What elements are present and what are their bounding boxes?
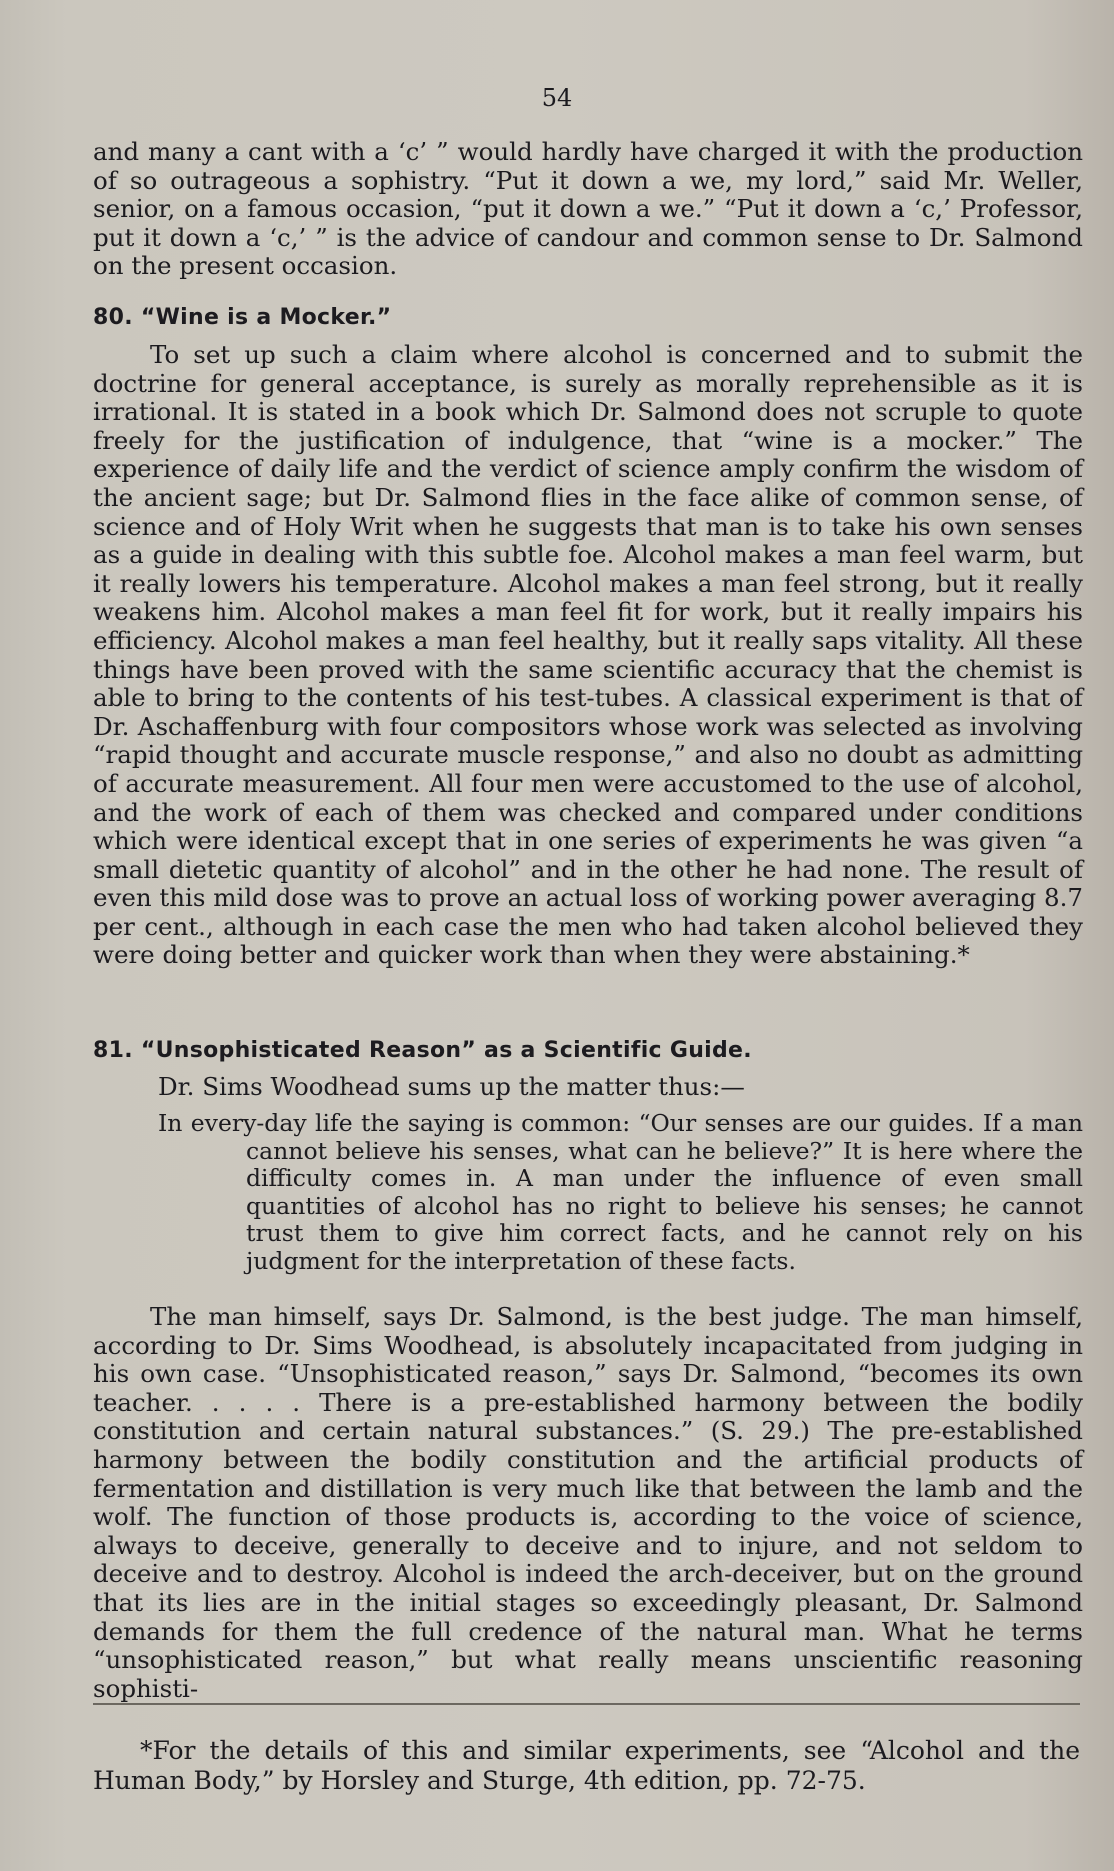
section-81-body [93, 1303, 1083, 1703]
section-80-body [93, 341, 1083, 970]
section-81-paragraph: The man himself, says Dr. Salmond, is the best judge. The man himself, according to Dr. Sims Woodhead, is absolutely incapacitated from judging in his own case. “Unsophisticated reason,” says Dr. Salmond, “becomes its own teacher. . . . . There is a pre-established harmony between the bodily constitution and certain natural substances.” (S. 29.) The pre-established harmony between the bodily constitution and the artificial products of fermentation and distillation is very much like that between the lamb and the wolf. The function of those products is, according to the voice of science, always to deceive, generally to deceive and to injure, and not seldom to deceive and to destroy. Alcohol is indeed the arch-deceiver, but on the ground that its lies are in the initial stages so exceedingly pleasant, Dr. Salmond demands for them the full credence of the natural man. What he terms “unsophisticated reason,” but what really means unscientific reasoning sophisti- [93, 1302, 1083, 1703]
footnote-divider [93, 1703, 1080, 1705]
continuation-paragraph: and many a cant with a ‘c’ ” would hardly have charged it with the production of so outrageous a sophistry. “Put it down a we, my lord,” said Mr. Weller, senior, on a famous occasion, “put it down a we.” “Put it down a ‘c,’ Professor, put it down a ‘c,’ ” is the advice of candour and common sense to Dr. Salmond on the present occasion. [93, 137, 1083, 281]
section-80-heading: 80. “Wine is a Mocker.” [93, 305, 392, 330]
footnote: *For the details of this and similar experiments, see “Alcohol and the Human Body,” by Horsley and Sturge, 4th edition, pp. 72-75. [93, 1736, 1080, 1795]
section-81-quote-intro-block [93, 1073, 1083, 1102]
continuation-block [93, 138, 1083, 281]
page-number: 54 [541, 84, 573, 112]
section-80-paragraph: To set up such a claim where alcohol is concerned and to submit the doctrine for general acceptance, is surely as morally reprehensible as it is irrational. It is stated in a book which Dr. Salmond does not scruple to quote freely for the justification of indulgence, that “wine is a mocker.” The experience of daily life and the verdict of science amply confirm the wisdom of the ancient sage; but Dr. Salmond flies in the face alike of common sense, of science and of Holy Writ when he suggests that man is to take his own senses as a guide in dealing with this subtle foe. Alcohol makes a man feel warm, but it really lowers his temperature. Alcohol makes a man feel strong, but it really weakens him. Alcohol makes a man feel fit for work, but it really impairs his efficiency. Alcohol makes a man feel healthy, but it really saps vitality. All these things have been proved with the same scientific accuracy that the chemist is able to bring to the contents of his test-tubes. A classical experiment is that of Dr. Aschaffenburg with four compositors whose work was selected as involving “rapid thought and accurate muscle response,” and also no doubt as admitting of accurate measurement. All four men were accustomed to the use of alcohol, and the work of each of them was checked and compared under conditions which were identical except that in one series of experiments he was given “a small dietetic quantity of alcohol” and in the other he had none. The result of even this mild dose was to prove an actual loss of working power averaging 8.7 per cent., although in each case the men who had taken alcohol believed they were doing better and quicker work than when they were abstaining.* [93, 340, 1083, 970]
section-81-blockquote-block [93, 1110, 1083, 1275]
section-81 [93, 1038, 1083, 1063]
section-80 [93, 305, 1083, 330]
section-81-quote-intro: Dr. Sims Woodhead sums up the matter thus:— [158, 1072, 745, 1101]
section-81-blockquote: In every-day life the saying is common: “Our senses are our guides. If a man cannot believe his senses, what can he believe?” It is here where the difficulty comes in. A man under the influence of even small quantities of alcohol has no right to believe his senses; he cannot trust them to give him correct facts, and he cannot rely on his judgment for the interpretation of these facts. [158, 1109, 1083, 1275]
section-81-heading: 81. “Unsophisticated Reason” as a Scientific Guide. [93, 1038, 752, 1063]
